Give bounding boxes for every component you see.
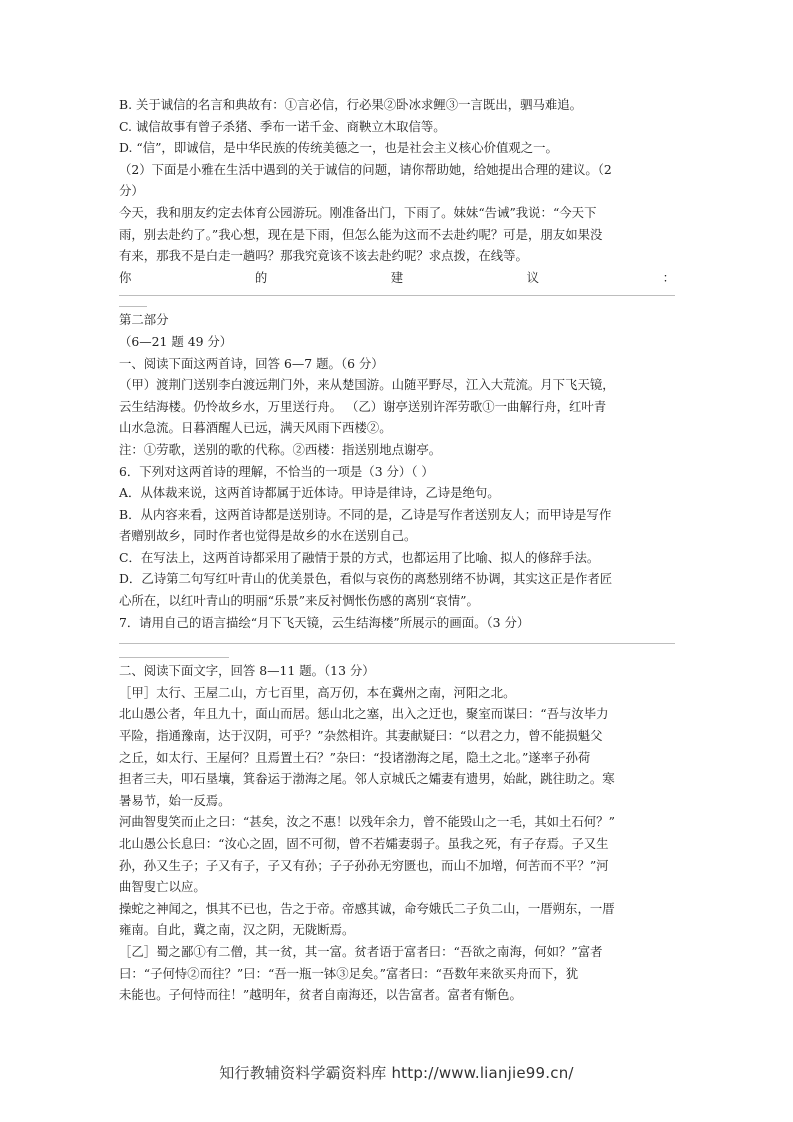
suggestion-char: 你	[119, 269, 132, 285]
text-line: 曲智叟亡以应。	[119, 879, 206, 895]
text-line: D．乙诗第二句写红叶青山的优美景色，看似与哀伤的离愁别绪不协调，其实这正是作者匠	[119, 571, 613, 587]
text-line: 未能也。子何恃而往！”越明年，贫者自南海还，以告富者。富者有惭色。	[119, 987, 522, 1003]
text-line: 7．请用自己的语言描绘“月下飞天镜，云生结海楼”所展示的画面。（3 分）	[119, 614, 530, 630]
text-line: （6—21 题 49 分）	[119, 333, 233, 349]
text-line: 分）	[119, 183, 144, 199]
answer-line	[119, 643, 675, 644]
footer-watermark: 知行教辅资料学霸资料库 http://www.lianjie99.cn/	[219, 1064, 574, 1082]
text-line: B．从内容来看，这两首诗都是送别诗。不同的是，乙诗是写作者送别友人；而甲诗是写作	[119, 506, 612, 522]
suggestion-answer-row	[119, 267, 675, 289]
text-line: 今天，我和朋友约定去体育公园游玩。刚准备出门，下雨了。妹妹“告诫”我说：“今天下	[119, 204, 597, 220]
text-line: 担者三夫，叩石垦壤，箕畚运于渤海之尾。邻人京城氏之孀妻有遗男，始龀，跳往助之。寒	[119, 771, 615, 787]
text-line: C．在写法上，这两首诗都采用了融情于景的方式，也都运用了比喻、拟人的修辞手法。	[119, 549, 600, 565]
text-line: 山水急流。日暮酒醒人已远，满天风雨下西楼②。	[119, 420, 392, 436]
text-line: A．从体裁来说，这两首诗都属于近体诗。甲诗是律诗，乙诗是绝句。	[119, 485, 500, 501]
suggestion-char: 建	[390, 269, 404, 285]
text-line: 北山愚公长息曰：“汝心之固，固不可彻，曾不若孀妻弱子。虽我之死，有子存焉。子又生	[119, 836, 609, 851]
answer-line-tail	[119, 657, 229, 658]
text-line: 操蛇之神闻之，惧其不已也，告之于帝。帝感其诚，命夸娥氏二子负二山，一厝朔东，一厝	[119, 900, 615, 916]
text-line: 者赠别故乡，同时作者也觉得是故乡的水在送别自己。	[119, 528, 417, 544]
text-line: 之丘，如太行、王屋何？且焉置土石？”杂曰：“投诸渤海之尾，隐土之北。”遂率子孙荷	[119, 749, 591, 765]
text-line: （2）下面是小雅在生活中遇到的关于诚信的问题，请你帮助她，给她提出合理的建议。（2	[119, 161, 612, 177]
text-line: 北山愚公者，年且九十，面山而居。惩山北之塞，出入之迂也，聚室而谋曰：“吾与汝毕力	[119, 706, 609, 722]
text-line: 暑易节，始一反焉。	[119, 792, 231, 808]
text-line: 曰：“子何恃②而往？”曰：“吾一瓶一钵③足矣。”富者曰：“吾数年来欲买舟而下，犹	[119, 965, 579, 981]
classical-chinese-section	[119, 660, 675, 1006]
suggestion-char: 议	[526, 269, 540, 285]
text-line: 平险，指通豫南，达于汉阴，可乎？”杂然相许。其妻献疑曰：“以君之力，曾不能损魁父	[119, 728, 603, 744]
text-line: ［乙］蜀之鄙①有二僧，其一贫，其一富。贫者语于富者曰：“吾欲之南海，何如？”富者	[119, 943, 603, 959]
text-line: B. 关于诚信的名言和典故有：①言必信，行必果②卧冰求鲤③一言既出，驷马难追。	[119, 97, 583, 112]
text-line: 6．下列对这两首诗的理解，不恰当的一项是（3 分）（ ）	[119, 463, 434, 479]
text-line: 河曲智叟笑而止之曰：“甚矣，汝之不惠！以残年余力，曾不能毁山之一毛，其如土石何？”	[119, 814, 615, 830]
text-line: 注：①劳歌，送别的歌的代称。②西楼：指送别地点谢亭。	[119, 441, 442, 457]
text-line: 雨，别去赴约了。”我心想，现在是下雨，但怎么能为这而不去赴约呢？可是，朋友如果没	[119, 226, 603, 242]
answer-line-tail	[119, 306, 147, 307]
answer-line	[119, 295, 675, 296]
document-body	[119, 94, 675, 1006]
text-line: 第二部分	[119, 312, 169, 328]
text-line: 心所在，以红叶青山的明丽“乐景”来反衬惆怅伤感的离别“哀情”。	[119, 593, 479, 609]
text-line: 雍南。自此，冀之南，汉之阴，无陇断焉。	[119, 922, 355, 938]
text-line: 一、阅读下面这两首诗，回答 6—7 题。（6 分）	[119, 355, 384, 371]
suggestion-char: ：	[662, 269, 675, 285]
text-line: 云生结海楼。仍怜故乡水，万里送行舟。 （乙）谢亭送别许浑劳歌①一曲解行舟，红叶青	[119, 398, 607, 414]
text-line: 二、阅读下面文字，回答 8—11 题。（13 分）	[119, 663, 375, 679]
text-line: D. “信”，即诚信，是中华民族的传统美德之一，也是社会主义核心价值观之一。	[119, 140, 558, 156]
text-line: ［甲］太行、王屋二山，方七百里，高万仞，本在冀州之南，河阳之北。	[119, 684, 516, 700]
text-line: （甲）渡荆门送别李白渡远荆门外，来从楚国游。山随平野尽，江入大荒流。月下飞天镜，	[119, 377, 615, 393]
suggestion-char: 的	[254, 269, 268, 285]
text-line: 有来，那我不是白走一趟吗？那我究竟该不该去赴约呢？求点拨，在线等。	[119, 248, 528, 264]
question-5-section	[119, 94, 675, 267]
text-line: C. 诚信故事有曾子杀猪、季布一诺千金、商鞅立木取信等。	[119, 118, 446, 134]
text-line: 孙，孙又生子；子又有子，子又有孙；子子孙孙无穷匮也，而山不加增，何苦而不平？”河	[119, 857, 609, 873]
part-two-poetry-section	[119, 309, 675, 633]
